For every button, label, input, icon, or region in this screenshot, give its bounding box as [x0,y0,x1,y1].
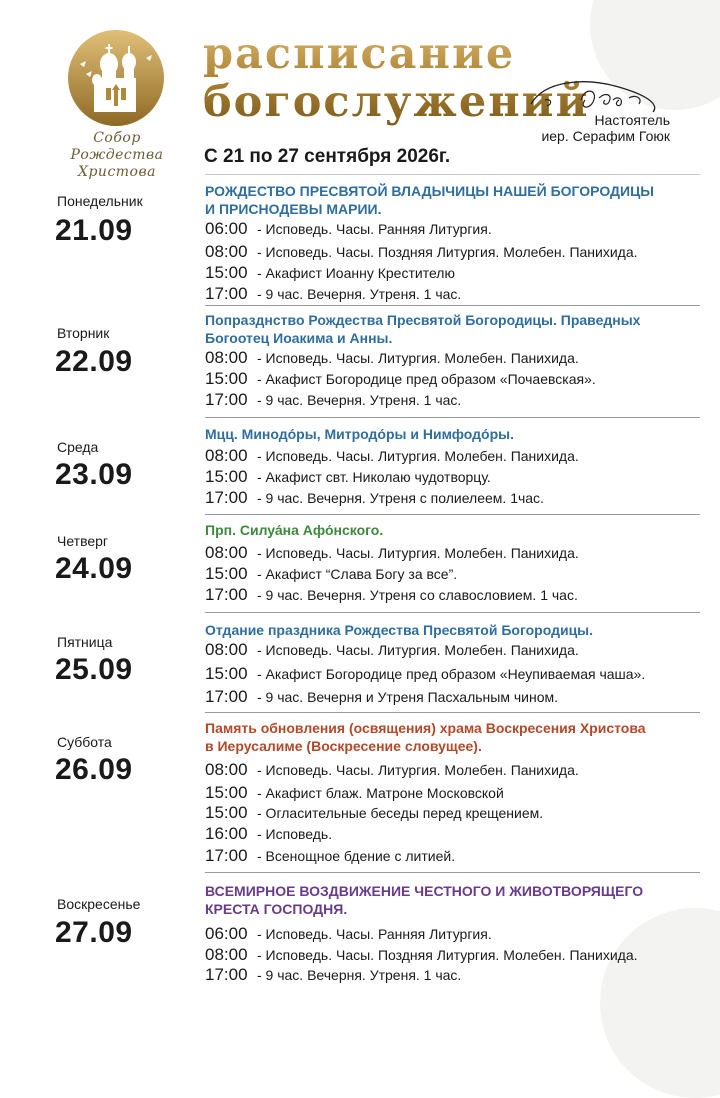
service-description: - Всенощное бдение с литией. [257,848,456,864]
service-description: - Акафист свт. Николаю чудотворцу. [257,469,491,485]
service-time: 06:00 [205,219,248,238]
service-row [205,284,461,304]
service-description: - 9 час. Вечерня. Утреня со славословием. 1 час. [257,587,578,603]
feast-line: И ПРИСНОДЕВЫ МАРИИ. [205,201,382,217]
day-divider [205,417,700,418]
header-divider [205,174,700,175]
day-name: Воскресенье [57,896,141,912]
day-divider [205,612,700,613]
service-row [205,965,461,985]
service-description: - Исповедь. Часы. Ранняя Литургия. [257,926,492,942]
service-description: - 9 час. Вечерня и Утреня Пасхальным чином. [257,689,558,705]
day-date: 24.09 [55,552,133,585]
service-description: - Исповедь. Часы. Литургия. Молебен. Панихида. [257,762,579,778]
service-row [205,467,491,487]
service-time: 16:00 [205,824,248,843]
service-description: - Акафист Иоанну Крестителю [257,265,455,281]
feast-line: Мцц. Минодо́ры, Митродо́ры и Нимфодо́ры. [205,426,515,442]
service-time: 15:00 [205,564,248,583]
feast-line: Прп. Силуа́на Афо́нского. [205,522,384,538]
feast-line: ВСЕМИРНОЕ ВОЗДВИЖЕНИЕ ЧЕСТНОГО И ЖИВОТВОРЯЩЕГО [205,883,644,899]
service-time: 17:00 [205,687,248,706]
service-row [205,924,492,944]
service-description: - Акафист “Слава Богу за все”. [257,566,458,582]
service-description: - Акафист Богородице пред образом «Неупиваемая чаша». [257,666,646,682]
feast-title [205,882,675,918]
day-name: Вторник [57,325,110,341]
service-row [205,488,544,508]
service-description: - Исповедь. [257,826,333,842]
feast-title [205,311,675,347]
day-date: 22.09 [55,345,133,378]
service-time: 17:00 [205,965,248,984]
service-row [205,945,638,965]
service-row [205,803,543,823]
service-time: 17:00 [205,585,248,604]
day-divider [205,712,700,713]
service-time: 08:00 [205,945,248,964]
service-time: 17:00 [205,846,248,865]
service-row [205,369,596,389]
feast-line: РОЖДЕСТВО ПРЕСВЯТОЙ ВЛАДЫЧИЦЫ НАШЕЙ БОГОРОДИЦЫ [205,183,655,199]
service-row [205,263,455,283]
logo-text-line2: Христова [78,164,156,180]
feast-line: в Иерусалиме (Воскресение словущее). [205,738,482,754]
service-row [205,640,579,660]
service-time: 15:00 [205,369,248,388]
feast-line: КРЕСТА ГОСПОДНЯ. [205,901,348,917]
service-row [205,446,579,466]
service-description: - Исповедь. Часы. Литургия. Молебен. Панихида. [257,642,579,658]
day-date: 27.09 [55,916,133,949]
service-description: - Исповедь. Часы. Ранняя Литургия. [257,221,492,237]
service-description: - Исповедь. Часы. Поздняя Литургия. Молебен. Панихида. [257,244,638,260]
service-description: - 9 час. Вечерня. Утреня. 1 час. [257,967,462,983]
service-description: - Акафист блаж. Матроне Московской [257,785,504,801]
service-time: 08:00 [205,760,248,779]
title-line2: богослужений [203,77,590,127]
service-time: 17:00 [205,390,248,409]
feast-title [205,621,675,639]
service-row [205,760,579,780]
feast-line: Богоотец Иоакима и Анны. [205,330,393,346]
title-line1: расписание [203,29,516,79]
feast-line: Память обновления (освящения) храма Воскресения Христова [205,720,646,736]
cathedral-icon [66,28,166,128]
service-time: 15:00 [205,664,248,683]
service-description: - Акафист Богородице пред образом «Почаевская». [257,371,596,387]
service-time: 08:00 [205,242,248,261]
service-time: 15:00 [205,467,248,486]
service-row [205,687,558,707]
service-time: 08:00 [205,543,248,562]
service-time: 15:00 [205,263,248,282]
service-time: 08:00 [205,446,248,465]
rector-info [520,112,670,144]
service-description: - Огласительные беседы перед крещением. [257,805,544,821]
service-description: - 9 час. Вечерня. Утреня. 1 час. [257,392,462,408]
day-name: Пятница [57,634,113,650]
feast-title [205,182,675,218]
service-row [205,348,579,368]
service-description: - Исповедь. Часы. Литургия. Молебен. Панихида. [257,448,579,464]
rector-title: Настоятель [594,112,670,128]
service-row [205,664,645,684]
day-divider [205,872,700,873]
service-time: 06:00 [205,924,248,943]
service-time: 17:00 [205,284,248,303]
day-date: 26.09 [55,753,133,786]
day-name: Четверг [57,533,109,549]
service-description: - 9 час. Вечерня. Утреня. 1 час. [257,286,462,302]
date-range: С 21 по 27 сентября 2026г. [204,146,451,167]
service-time: 08:00 [205,348,248,367]
day-name: Среда [57,439,99,455]
day-date: 25.09 [55,653,133,686]
day-divider [205,514,700,515]
service-row [205,585,578,605]
service-row [205,219,492,239]
day-name: Понедельник [57,193,143,209]
service-description: - Исповедь. Часы. Литургия. Молебен. Панихида. [257,350,579,366]
day-divider [205,305,700,306]
service-description: - Исповедь. Часы. Поздняя Литургия. Молебен. Панихида. [257,947,638,963]
service-description: - 9 час. Вечерня. Утреня с полиелеем. 1час. [257,490,544,506]
logo-text-line1: Собор Рождества [70,130,164,163]
service-time: 08:00 [205,640,248,659]
service-time: 15:00 [205,803,248,822]
feast-title [205,521,675,539]
cathedral-logo [52,28,182,178]
service-row [205,564,457,584]
day-date: 21.09 [55,214,133,247]
feast-line: Отдание праздника Рождества Пресвятой Богородицы. [205,622,594,638]
feast-line: Попразднство Рождества Пресвятой Богородицы. Праведных [205,312,641,328]
service-row [205,390,461,410]
rector-name: иер. Серафим Гоюк [541,128,670,144]
service-row [205,543,579,563]
decorative-circle-bottom [600,908,720,1098]
service-row [205,242,638,262]
day-name: Суббота [57,734,112,750]
service-row [205,783,504,803]
feast-title [205,425,675,443]
day-date: 23.09 [55,458,133,491]
service-time: 15:00 [205,783,248,802]
service-description: - Исповедь. Часы. Литургия. Молебен. Панихида. [257,545,579,561]
feast-title [205,719,675,755]
service-row [205,824,332,844]
service-row [205,846,455,866]
service-time: 17:00 [205,488,248,507]
